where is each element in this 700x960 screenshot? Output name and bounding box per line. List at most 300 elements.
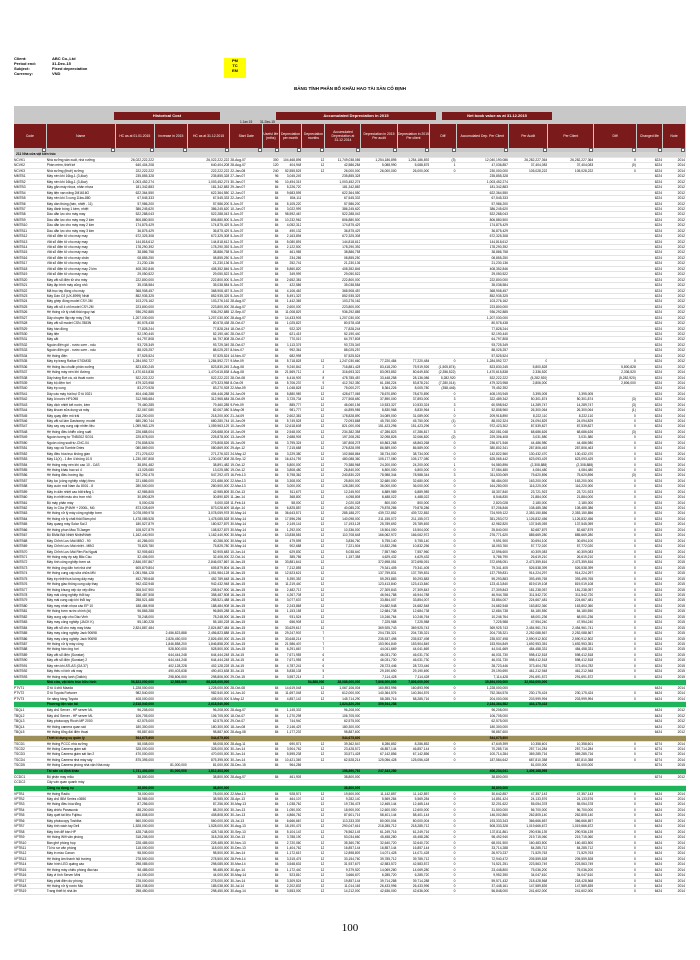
table-cell: 14-Jun-10 bbox=[230, 691, 246, 696]
table-cell: 118,000,000 bbox=[211, 845, 230, 850]
table-cell: Nguồn điện gồi - nước cơm - nấu bbox=[46, 342, 96, 347]
table-cell: 67,545,333 bbox=[343, 196, 361, 201]
table-cell: 0 bbox=[453, 538, 456, 543]
table-cell: 56,700,000 bbox=[576, 807, 594, 812]
table-cell: 185,038,000 bbox=[211, 884, 230, 888]
table-cell: 368,908,457 bbox=[135, 288, 154, 293]
table-cell: 080,869,000 bbox=[135, 446, 154, 451]
table-cell: 46,944,788 bbox=[380, 593, 397, 597]
table-cell: 1,207,030,000 bbox=[132, 315, 154, 320]
table-cell: 6424 bbox=[654, 862, 663, 867]
table-cell: 2,590,912,502 bbox=[572, 636, 594, 641]
table-cell: 716,881,428 bbox=[342, 364, 361, 369]
table-cell: 1,048,828 bbox=[286, 386, 302, 391]
table-cell: 2014 bbox=[677, 878, 685, 883]
table-cell: 166,062,972 bbox=[378, 533, 397, 538]
table-cell: 2,548,000 bbox=[286, 429, 302, 434]
table-cell: Máy cung cấp cho Dầu Vinh bbox=[46, 614, 88, 619]
table-cell: 964,286 bbox=[289, 763, 302, 768]
table-cell: 2,473,359,816 bbox=[526, 560, 548, 565]
table-cell: 47,036,857 bbox=[491, 163, 508, 168]
table-cell: 42,636,000 bbox=[412, 889, 430, 894]
table-cell: 48,863,268 bbox=[412, 440, 430, 445]
table-cell: 922,329 bbox=[289, 326, 302, 331]
table-cell: MMTB3 bbox=[14, 185, 26, 190]
table-cell: 936,292,885 bbox=[489, 310, 508, 315]
table-cell: MMTB71 bbox=[14, 554, 28, 559]
table-cell: 24,682,548 bbox=[380, 603, 397, 608]
table-cell: 0 bbox=[453, 691, 456, 696]
table-cell: MMTB80 bbox=[14, 603, 28, 608]
table-cell: 372,698,051 bbox=[489, 560, 508, 565]
table-cell: 12 bbox=[320, 851, 325, 856]
table-cell: Máy vắt sổ model CSN-7883N bbox=[46, 321, 92, 326]
table-cell: 96,865,288 bbox=[212, 609, 230, 614]
table-cell: 28-Oct-08 bbox=[230, 375, 246, 380]
table-cell: 84 bbox=[274, 435, 279, 440]
group-net-book-value: Net book value as at 31.12.2015 bbox=[442, 112, 552, 120]
table-cell: 64,797,808 bbox=[137, 337, 154, 342]
table-cell: 298,085,000 bbox=[211, 862, 230, 867]
table-cell: 2,618,540,000 bbox=[132, 702, 154, 707]
table-cell: 193,333,343 bbox=[489, 818, 508, 823]
table-cell: 1,846,858,200 bbox=[208, 641, 230, 646]
table-cell: 78,670,890 bbox=[412, 391, 430, 396]
table-cell: 12 bbox=[320, 696, 325, 701]
table-cell: 2,180,000 bbox=[532, 500, 548, 505]
table-cell: Máy tiện vạn năng 2M1616G bbox=[46, 190, 90, 195]
table-cell: 105,028,222 bbox=[574, 168, 594, 173]
table-cell: 12,898,809 bbox=[343, 851, 361, 856]
table-cell: 225,878,000 bbox=[211, 435, 230, 440]
table-cell: 0 bbox=[633, 457, 636, 462]
table-cell: 0 bbox=[453, 500, 456, 505]
table-cell: 622,364,550 bbox=[342, 190, 361, 195]
table-cell: 10,336,000 bbox=[343, 527, 361, 532]
table-cell: 84 bbox=[274, 587, 279, 592]
table-cell: 10,533,324 bbox=[412, 402, 430, 407]
table-cell: 10-Jun-09 bbox=[230, 429, 246, 434]
table-cell: 68,828,000,000 bbox=[206, 680, 230, 684]
table-cell: 28,723,446 bbox=[380, 663, 397, 668]
table-cell: 6224 bbox=[654, 636, 663, 641]
table-cell: 153,904,849 bbox=[489, 641, 508, 646]
table-cell: 10-Jun-09 bbox=[230, 424, 246, 429]
table-cell: 2,456,823,888 bbox=[208, 631, 230, 636]
table-cell: 5-May-09 bbox=[230, 408, 245, 413]
table-cell: 70,285,716 bbox=[491, 746, 508, 751]
table-cell: 28-Dec-15 bbox=[230, 763, 246, 768]
table-cell: 57,986,200 bbox=[491, 201, 508, 206]
table-cell: 84 bbox=[274, 446, 279, 451]
table-cell: 2,336,520 bbox=[621, 370, 636, 375]
table-cell: 84,180,550 bbox=[530, 609, 548, 614]
table-cell: 106,705,000 bbox=[211, 713, 230, 718]
table-cell: 96,865,288 bbox=[137, 609, 154, 614]
table-cell: 0 bbox=[633, 516, 636, 521]
table-cell: 6224 bbox=[654, 533, 663, 538]
table-cell: 823,830,245 bbox=[135, 364, 154, 369]
table-cell: 84 bbox=[274, 544, 279, 549]
table-cell: VPTB18 bbox=[14, 884, 27, 888]
table-cell: 29,190,690 bbox=[491, 669, 508, 674]
table-cell: 38,800,000 bbox=[212, 785, 230, 790]
table-cell: 7 bbox=[322, 647, 325, 652]
table-cell: Hệ thống xử lý máy công bbox=[46, 641, 84, 646]
table-cell: 26,000,000 bbox=[343, 168, 361, 173]
table-cell: 16,857,144 bbox=[380, 845, 397, 850]
table-cell: 412,762,350 bbox=[342, 380, 361, 385]
table-cell: 61,249,716 bbox=[380, 829, 397, 834]
table-cell: 9,282,140 bbox=[345, 797, 361, 801]
table-cell: CCDC2 bbox=[14, 780, 26, 785]
table-cell: 222,800,000 bbox=[211, 277, 230, 282]
table-cell: 84 bbox=[274, 724, 279, 729]
table-cell: 75,620,896 bbox=[530, 473, 548, 478]
table-cell: 84 bbox=[274, 413, 279, 418]
table-cell: MMTB18 bbox=[14, 266, 28, 271]
table-cell: 1,051,984,128 bbox=[208, 571, 230, 576]
table-cell: 84 bbox=[274, 495, 279, 500]
table-cell: 1,528,000,000 bbox=[208, 824, 230, 829]
table-cell: 298,450,000 bbox=[211, 889, 230, 894]
table-cell: 84 bbox=[274, 304, 279, 309]
table-cell: 13,025,080 bbox=[212, 467, 230, 472]
table-cell: 78,000,000 bbox=[137, 791, 154, 796]
table-cell: 84 bbox=[274, 402, 279, 407]
table-cell: 2012 bbox=[677, 212, 685, 217]
table-cell: (3) bbox=[631, 429, 636, 434]
table-cell: 47,954,240 bbox=[530, 620, 548, 625]
table-cell: 2012 bbox=[677, 293, 685, 298]
table-cell: 12,684,738 bbox=[412, 609, 430, 614]
table-cell: 11-Jan-14 bbox=[230, 495, 245, 500]
table-cell: 12 bbox=[320, 391, 325, 396]
table-cell: 225,878,000 bbox=[135, 435, 154, 440]
table-cell: 77,828,244 bbox=[137, 326, 154, 331]
table-cell: 174,875,429 bbox=[135, 223, 154, 228]
table-cell: 478,785,457 bbox=[342, 375, 361, 380]
table-cell: 84 bbox=[274, 538, 279, 543]
table-cell: Dầu dẫn lực cho máy may 2 kim bbox=[46, 217, 95, 222]
table-cell: 2015 bbox=[677, 614, 685, 619]
table-cell: 88,025,257 bbox=[343, 348, 361, 353]
table-cell: MMTB15 bbox=[14, 250, 28, 255]
table-cell: 2015 bbox=[677, 674, 685, 679]
table-cell: 42,985,805 bbox=[137, 489, 154, 494]
table-cell: 218,428,568 bbox=[574, 878, 594, 883]
table-cell: 2,600,000 bbox=[286, 304, 302, 309]
table-cell: 1,731,403,000 bbox=[132, 768, 154, 773]
table-cell: 28-Feb-14 bbox=[230, 856, 246, 861]
table-cell: 29-Oct-07 bbox=[230, 719, 246, 724]
table-cell: 6224 bbox=[654, 342, 663, 347]
meta-label: Subject: bbox=[14, 66, 30, 71]
table-cell: 2012 bbox=[677, 206, 685, 211]
table-cell: 28-Oct-07 bbox=[230, 342, 246, 347]
table-cell: 6224 bbox=[654, 212, 663, 217]
table-cell: 0 bbox=[453, 560, 456, 565]
table-cell: 226,688,004 bbox=[211, 429, 230, 434]
table-cell: 6,800,000 bbox=[381, 467, 397, 472]
table-cell: 5-Jun-07 bbox=[230, 293, 244, 298]
table-cell: 84 bbox=[274, 217, 279, 222]
table-cell: 5,038,640 bbox=[345, 549, 361, 554]
table-cell: 30-Nov-13 bbox=[230, 840, 246, 845]
table-cell: (1) bbox=[451, 419, 456, 423]
table-cell: 0 bbox=[453, 451, 456, 456]
table-cell: 408,000,000 bbox=[211, 696, 230, 701]
table-cell: 7,671,955 bbox=[286, 658, 302, 663]
table-cell: 12 bbox=[320, 158, 325, 162]
table-cell: 33,648,214 bbox=[284, 636, 302, 641]
table-cell: 84 bbox=[274, 593, 279, 597]
table-cell: 0 bbox=[453, 533, 456, 538]
table-cell: 28-Oct-07 bbox=[230, 321, 246, 326]
table-cell: 33,629,613 bbox=[284, 625, 302, 630]
table-cell: 2015 bbox=[677, 625, 685, 630]
table-cell: 7 bbox=[322, 641, 325, 646]
table-cell: 262,805,140 bbox=[574, 813, 594, 818]
table-cell: 278,000,000 bbox=[211, 878, 230, 883]
table-cell: 30-Jun-13 bbox=[230, 813, 246, 818]
table-cell: 386,245,620 bbox=[211, 206, 230, 211]
table-cell: 58,008,000 bbox=[137, 741, 154, 746]
table-cell: 3,229,380 bbox=[286, 451, 302, 456]
column-header: Depreciation months bbox=[302, 124, 324, 148]
table-cell: 32,098,826 bbox=[380, 435, 397, 440]
table-cell: 7,212,855 bbox=[286, 565, 302, 570]
table-cell: 219,715,060 bbox=[574, 835, 594, 840]
table-cell: 9,379,520 bbox=[345, 867, 361, 872]
table-cell: 84 bbox=[274, 473, 279, 478]
table-cell: 223,800,000 bbox=[211, 304, 230, 309]
table-cell: 29,050,522 bbox=[491, 272, 508, 277]
table-cell: 25,840,000 bbox=[491, 527, 508, 532]
table-cell: MMTB81 bbox=[14, 609, 28, 614]
table-cell: 2014 bbox=[677, 807, 685, 812]
table-cell: 57,525,524 bbox=[491, 353, 508, 358]
table-cell: Máy lọc (công nghiệp nhập) theo bbox=[46, 478, 95, 483]
table-cell: 137,811,861 bbox=[489, 829, 508, 834]
table-cell: 12 bbox=[320, 560, 325, 565]
table-cell: 80,578,438 bbox=[343, 321, 361, 326]
table-cell: 34,047,610 bbox=[530, 873, 548, 878]
table-cell: 4-Aug-08 bbox=[230, 370, 244, 375]
table-cell: MMTB93 bbox=[14, 674, 28, 679]
table-cell: 84 bbox=[274, 746, 279, 751]
table-cell: 12 bbox=[320, 576, 325, 581]
table-cell: 806,880,500 bbox=[489, 217, 508, 222]
table-cell: 31,500,000 bbox=[491, 807, 508, 812]
table-cell: 0 bbox=[453, 663, 456, 668]
table-cell: TBQL1 bbox=[14, 708, 25, 713]
table-cell: 6224 bbox=[654, 593, 663, 597]
table-cell: 0 bbox=[453, 522, 456, 527]
table-cell: 38,985,000 bbox=[137, 797, 154, 801]
table-cell: 800,000 bbox=[384, 500, 397, 505]
table-cell: 12 bbox=[320, 522, 325, 527]
table-cell: 84 bbox=[274, 380, 279, 385]
table-cell: 12 bbox=[320, 571, 325, 576]
table-cell: 12 bbox=[320, 746, 325, 751]
table-cell: 5-Jun-07 bbox=[230, 261, 244, 266]
table-cell: 2012 bbox=[677, 304, 685, 309]
table-cell: 0 bbox=[633, 867, 636, 872]
table-cell: 0 bbox=[633, 538, 636, 543]
table-cell: MMTB64 bbox=[14, 516, 28, 521]
table-cell: 19-Oct-12 bbox=[230, 462, 246, 467]
table-cell: MMTB65 bbox=[14, 522, 28, 527]
table-cell: Máy chủ Server - HP server ML bbox=[46, 713, 93, 718]
table-cell: 0 bbox=[633, 652, 636, 657]
table-cell: 852,935,325 bbox=[489, 293, 508, 298]
table-cell: VPTB12 bbox=[14, 851, 27, 856]
table-cell: 12 bbox=[320, 484, 325, 489]
table-cell: 16-Jan-15 bbox=[230, 587, 246, 592]
table-cell: 35,038,584 bbox=[343, 283, 361, 288]
table-cell: 0 bbox=[633, 746, 636, 751]
table-cell: 28-Aug-07 bbox=[230, 163, 246, 168]
table-cell: 19,500,000 bbox=[343, 791, 361, 796]
table-cell: 6224 bbox=[654, 310, 663, 315]
table-cell: 84 bbox=[274, 840, 279, 845]
table-cell: 28-Oct-07 bbox=[230, 332, 246, 336]
table-cell: 6224 bbox=[654, 652, 663, 657]
table-cell: 8,286,852 bbox=[414, 741, 430, 746]
table-cell: 0 bbox=[453, 641, 456, 646]
table-cell: 12 bbox=[320, 741, 325, 746]
table-cell: 0 bbox=[453, 565, 456, 570]
table-cell: 0 bbox=[633, 840, 636, 845]
table-cell: Dây hàng Đợt cá, xả thoát nước bbox=[46, 375, 94, 380]
table-cell: 64,797,808 bbox=[212, 337, 230, 342]
table-cell: 50,301,874 bbox=[576, 397, 594, 402]
table-cell: 800,000 bbox=[417, 500, 430, 505]
table-cell: 690,571 bbox=[289, 741, 302, 746]
table-cell: 84 bbox=[274, 609, 279, 614]
table-cell: 187,584,642 bbox=[489, 757, 508, 762]
table-cell: 6224 bbox=[654, 206, 663, 211]
table-cell: 2012 bbox=[677, 239, 685, 244]
table-cell: 98,492,940 bbox=[491, 835, 508, 840]
table-cell: 84 bbox=[274, 576, 279, 581]
table-cell: 682,998 bbox=[289, 353, 302, 358]
table-cell: 6224 bbox=[654, 223, 663, 228]
table-cell: 2014 bbox=[677, 473, 685, 478]
table-cell: MMTB32 bbox=[14, 342, 28, 347]
table-cell: 2014 bbox=[677, 440, 685, 445]
table-cell: 0 bbox=[453, 647, 456, 652]
table-cell: 1 bbox=[453, 408, 456, 413]
table-cell: 5-Jun-07 bbox=[230, 234, 244, 239]
table-cell: 3,788,190 bbox=[286, 835, 302, 840]
table-cell: 0 bbox=[453, 878, 456, 883]
table-cell: 6224 bbox=[654, 544, 663, 549]
table-cell: 57,772,020 bbox=[576, 544, 594, 549]
table-cell: 6224 bbox=[654, 511, 663, 516]
table-cell: 50,301,874 bbox=[530, 397, 548, 402]
table-cell: 84 bbox=[274, 763, 279, 768]
table-cell: 84 bbox=[274, 185, 279, 190]
table-cell: 223,563,749 bbox=[574, 862, 594, 867]
table-cell: 258,521,488 bbox=[211, 598, 230, 603]
table-cell: Vắt sổ điện tử cho máy chấn bbox=[46, 255, 89, 260]
table-cell: Hệ thống máy ép sấy Bắc Cầu bbox=[46, 554, 92, 559]
table-cell: 30-Dec-13 bbox=[230, 845, 246, 850]
table-cell: MMTB43 bbox=[14, 402, 28, 407]
table-cell: 479,595 bbox=[289, 538, 302, 543]
table-cell: PTVT1 bbox=[14, 686, 25, 690]
table-cell: 144,818,612 bbox=[342, 239, 361, 244]
table-cell: 5,282,920 bbox=[440, 375, 456, 380]
table-cell: 123,413,840 bbox=[489, 582, 508, 587]
table-cell: 30-Jun-13 bbox=[230, 807, 246, 812]
table-cell: 42,583,572 bbox=[412, 862, 430, 867]
table-cell: 1,051,984,128 bbox=[132, 571, 154, 576]
table-cell: 6274 bbox=[654, 752, 663, 757]
table-cell: 6224 bbox=[654, 228, 663, 233]
table-cell: MMTB37 bbox=[14, 370, 28, 375]
meta-value: 31-Dec-15 bbox=[52, 61, 71, 66]
table-cell: 18-Apr-14 bbox=[230, 506, 246, 510]
table-cell: 0 bbox=[633, 631, 636, 636]
table-cell: 490,403,638 bbox=[211, 669, 230, 674]
table-cell: 75,620,896 bbox=[576, 473, 594, 478]
table-cell: 1,846,858,200 bbox=[165, 641, 187, 646]
table-cell: 178,290,392 bbox=[135, 245, 154, 249]
table-cell: Máy vắt sổ điện (Sunstar) 2 bbox=[46, 658, 88, 663]
table-cell: 84 bbox=[274, 807, 279, 812]
table-cell: 10,358,601 bbox=[576, 741, 594, 746]
table-cell: Ô tô Toyota Fortuner bbox=[46, 691, 77, 696]
table-cell: 84 bbox=[274, 391, 279, 396]
table-cell: MMTB61 bbox=[14, 500, 28, 505]
table-cell: 2,252,088,567 bbox=[526, 631, 548, 636]
table-cell: 64,797,808 bbox=[343, 337, 361, 342]
table-cell: 25,789,692 bbox=[380, 522, 397, 527]
table-cell: 5-May-12 bbox=[230, 696, 245, 701]
table-cell: 30-Sep-13 bbox=[230, 829, 246, 834]
table-cell: 1,172,619 bbox=[286, 851, 302, 856]
table-cell: 0 bbox=[453, 889, 456, 894]
table-cell: 32,066,820 bbox=[412, 435, 430, 440]
table-cell: 2012 bbox=[677, 730, 685, 735]
asset-table bbox=[14, 152, 686, 895]
table-cell: 1,470,615,838 bbox=[208, 370, 230, 375]
table-cell: 30-Aug-14 bbox=[230, 889, 246, 894]
table-cell: 84,180,550 bbox=[576, 609, 594, 614]
table-cell: 1,442,365 bbox=[286, 299, 302, 304]
table-cell: 12 bbox=[320, 752, 325, 757]
table-cell: 623,093,429 bbox=[528, 457, 548, 462]
table-cell: 6224 bbox=[654, 261, 663, 266]
table-cell: 222,800,000 bbox=[135, 277, 154, 282]
table-cell: 79,341,405 bbox=[412, 565, 430, 570]
table-cell: 30-Oct-13 bbox=[230, 489, 246, 494]
table-cell: 680,280,744 bbox=[211, 419, 230, 423]
table-cell: 18,307,840 bbox=[491, 489, 508, 494]
table-cell: 2,806,000 bbox=[532, 380, 548, 385]
table-cell: 84 bbox=[274, 261, 279, 266]
table-cell: 479,323,958 bbox=[135, 380, 154, 385]
table-cell: 2014 bbox=[677, 386, 685, 391]
table-cell: 402,128,228 bbox=[168, 663, 187, 668]
table-cell: 819,019,108 bbox=[574, 582, 594, 587]
table-cell: 1,406,168,959 bbox=[526, 768, 548, 773]
table-cell: 84 bbox=[274, 272, 279, 277]
table-cell: 12 bbox=[320, 440, 325, 445]
